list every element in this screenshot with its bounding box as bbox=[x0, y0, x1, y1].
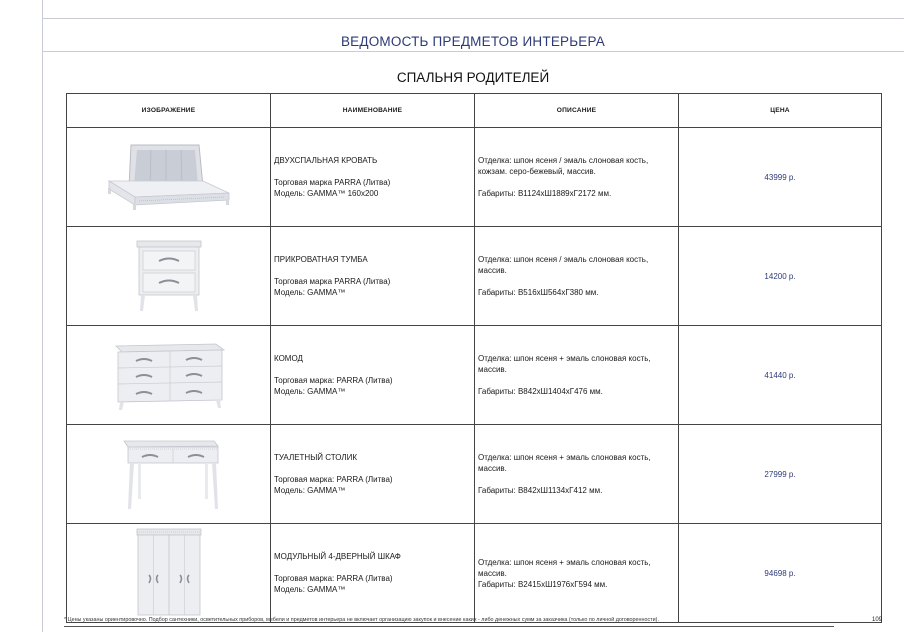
image-cell bbox=[67, 326, 271, 425]
room-title: СПАЛЬНЯ РОДИТЕЛЕЙ bbox=[396, 70, 550, 85]
name-cell bbox=[271, 326, 475, 425]
product-dimensions: Габариты: В516хШ564хГ380 мм. bbox=[478, 288, 599, 297]
page-number: 109 bbox=[872, 617, 883, 623]
wardrobe-icon bbox=[129, 527, 209, 619]
product-model: Модель: GAMMA™ bbox=[274, 288, 346, 297]
document-title: ВЕДОМОСТЬ ПРЕДМЕТОВ ИНТЕРЬЕРА bbox=[340, 34, 606, 49]
product-name: ТУАЛЕТНЫЙ СТОЛИК bbox=[274, 453, 358, 462]
footer-rule bbox=[64, 626, 834, 627]
product-finish: Отделка: шпон ясеня / эмаль слоновая кость, кожзам. серо-бежевый, массив. bbox=[478, 156, 649, 176]
table-row bbox=[67, 524, 882, 623]
product-model: Модель: GAMMA™ bbox=[274, 387, 346, 396]
product-finish: Отделка: шпон ясеня / эмаль слоновая кость, массив. bbox=[478, 255, 649, 275]
description-cell bbox=[475, 524, 679, 623]
chest-of-drawers-icon bbox=[104, 338, 234, 412]
header-name: НАИМЕНОВАНИЕ bbox=[271, 94, 475, 128]
price-cell: 41440 р. bbox=[679, 326, 882, 425]
header-image: ИЗОБРАЖЕНИЕ bbox=[67, 94, 271, 128]
table-row bbox=[67, 128, 882, 227]
product-brand: Торговая марка PARRA (Литва) bbox=[274, 277, 391, 286]
image-cell bbox=[67, 425, 271, 524]
product-brand: Торговая марка PARRA (Литва) bbox=[274, 178, 391, 187]
dressing-table-icon bbox=[114, 435, 224, 513]
description-cell bbox=[475, 128, 679, 227]
nightstand-icon bbox=[119, 237, 219, 315]
product-brand: Торговая марка: PARRA (Литва) bbox=[274, 376, 393, 385]
furniture-table bbox=[66, 93, 882, 623]
product-name: ДВУХСПАЛЬНАЯ КРОВАТЬ bbox=[274, 156, 378, 165]
table-row bbox=[67, 326, 882, 425]
product-dimensions: Габариты: В842хШ1404хГ476 мм. bbox=[478, 387, 603, 396]
bed-icon bbox=[99, 141, 239, 213]
product-name: МОДУЛЬНЫЙ 4-ДВЕРНЫЙ ШКАФ bbox=[274, 552, 401, 561]
footnote: * Цены указаны ориентировочно. Подбор сантехники, осветительных приборов, мебели и предметов интерьера не включает организацию закупок и внесение каких - либо денежных сумм за заказчика (только по личной договоренности). bbox=[64, 617, 659, 623]
name-cell bbox=[271, 425, 475, 524]
table-header-row bbox=[67, 94, 882, 128]
product-brand: Торговая марка: PARRA (Литва) bbox=[274, 574, 393, 583]
price-cell: 14200 р. bbox=[679, 227, 882, 326]
product-brand: Торговая марка: PARRA (Литва) bbox=[274, 475, 393, 484]
product-finish: Отделка: шпон ясеня + эмаль слоновая кость, массив. bbox=[478, 557, 651, 578]
table-row bbox=[67, 227, 882, 326]
product-dimensions: Габариты: В842хШ1134хГ412 мм. bbox=[478, 486, 603, 495]
description-cell bbox=[475, 227, 679, 326]
product-dimensions: Габариты: В1124хШ1889хГ2172 мм. bbox=[478, 189, 612, 198]
product-name: ПРИКРОВАТНАЯ ТУМБА bbox=[274, 255, 368, 264]
name-cell bbox=[271, 227, 475, 326]
name-cell bbox=[271, 524, 475, 623]
image-cell bbox=[67, 524, 271, 623]
product-finish: Отделка: шпон ясеня + эмаль слоновая кость, массив. bbox=[478, 453, 651, 473]
price-cell: 27999 р. bbox=[679, 425, 882, 524]
price-cell: 94698 р. bbox=[679, 524, 882, 623]
product-name: КОМОД bbox=[274, 354, 303, 363]
description-cell bbox=[475, 326, 679, 425]
image-cell bbox=[67, 227, 271, 326]
image-cell bbox=[67, 128, 271, 227]
product-model: Модель: GAMMA™ 160х200 bbox=[274, 189, 379, 198]
price-cell: 43999 р. bbox=[679, 128, 882, 227]
table-row bbox=[67, 425, 882, 524]
product-finish: Отделка: шпон ясеня + эмаль слоновая кость, массив. bbox=[478, 354, 651, 374]
description-cell bbox=[475, 425, 679, 524]
product-model: Модель: GAMMA™ bbox=[274, 585, 346, 594]
header-price: ЦЕНА bbox=[679, 94, 882, 128]
header-description: ОПИСАНИЕ bbox=[475, 94, 679, 128]
product-dimensions: Габариты: В2415хШ1976хГ594 мм. bbox=[478, 579, 608, 589]
name-cell bbox=[271, 128, 475, 227]
product-model: Модель: GAMMA™ bbox=[274, 486, 346, 495]
